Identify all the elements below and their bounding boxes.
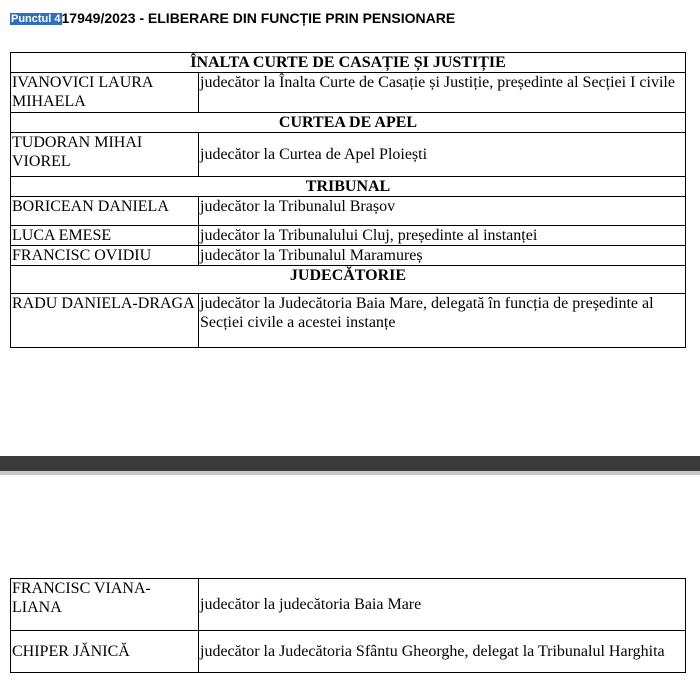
table-row	[11, 226, 686, 246]
page-break-divider	[0, 456, 700, 471]
judge-name: TUDORAN MIHAI VIOREL	[11, 133, 199, 177]
retirement-table	[10, 52, 686, 348]
table-row	[11, 294, 686, 348]
agenda-heading	[10, 9, 455, 28]
section-title-tribunal: TRIBUNAL	[11, 177, 686, 197]
judge-position: judecător la Tribunalului Cluj, președinte al instanței	[199, 226, 686, 246]
table-row	[11, 73, 686, 113]
table-row	[11, 133, 686, 177]
judge-position: judecător la Tribunalul Brașov	[199, 197, 686, 226]
judge-name: FRANCISC VIANA-LIANA	[11, 579, 199, 631]
judge-name: BORICEAN DANIELA	[11, 197, 199, 226]
highlighted-item-label: Punctul 4	[11, 13, 61, 25]
table-row	[11, 197, 686, 226]
section-header-row	[11, 177, 686, 197]
judge-name: RADU DANIELA-DRAGA	[11, 294, 199, 348]
section-header-row	[11, 53, 686, 73]
judge-name: CHIPER JĂNICĂ	[11, 631, 199, 673]
section-title-curtea-de-apel: CURTEA DE APEL	[11, 113, 686, 133]
section-title-iccj: ÎNALTA CURTE DE CASAȚIE ȘI JUSTIȚIE	[11, 53, 686, 73]
agenda-title: 17949/2023 - ELIBERARE DIN FUNCȚIE PRIN PENSIONARE	[61, 10, 456, 26]
table-row	[11, 246, 686, 266]
judge-name: LUCA EMESE	[11, 226, 199, 246]
judge-position: judecător la Judecătoria Sfântu Gheorghe, delegat la Tribunalul Harghita	[199, 631, 686, 673]
judge-position: judecător la Curtea de Apel Ploiești	[199, 133, 686, 177]
judge-position: judecător la Tribunalul Maramureș	[199, 246, 686, 266]
section-title-judecatorie: JUDECĂTORIE	[11, 266, 686, 294]
section-header-row	[11, 113, 686, 133]
section-header-row	[11, 266, 686, 294]
judge-position: judecător la judecătoria Baia Mare	[199, 579, 686, 631]
table-row	[11, 631, 686, 673]
judge-position: judecător la Judecătoria Baia Mare, delegată în funcția de președinte al Secției civile a acestei instanțe	[199, 294, 686, 348]
judge-position: judecător la Înalta Curte de Casație și Justiție, președinte al Secției I civile	[199, 73, 686, 113]
judge-name: IVANOVICI LAURA MIHAELA	[11, 73, 199, 113]
retirement-table-continued	[10, 578, 686, 673]
judge-name: FRANCISC OVIDIU	[11, 246, 199, 266]
table-row	[11, 579, 686, 631]
